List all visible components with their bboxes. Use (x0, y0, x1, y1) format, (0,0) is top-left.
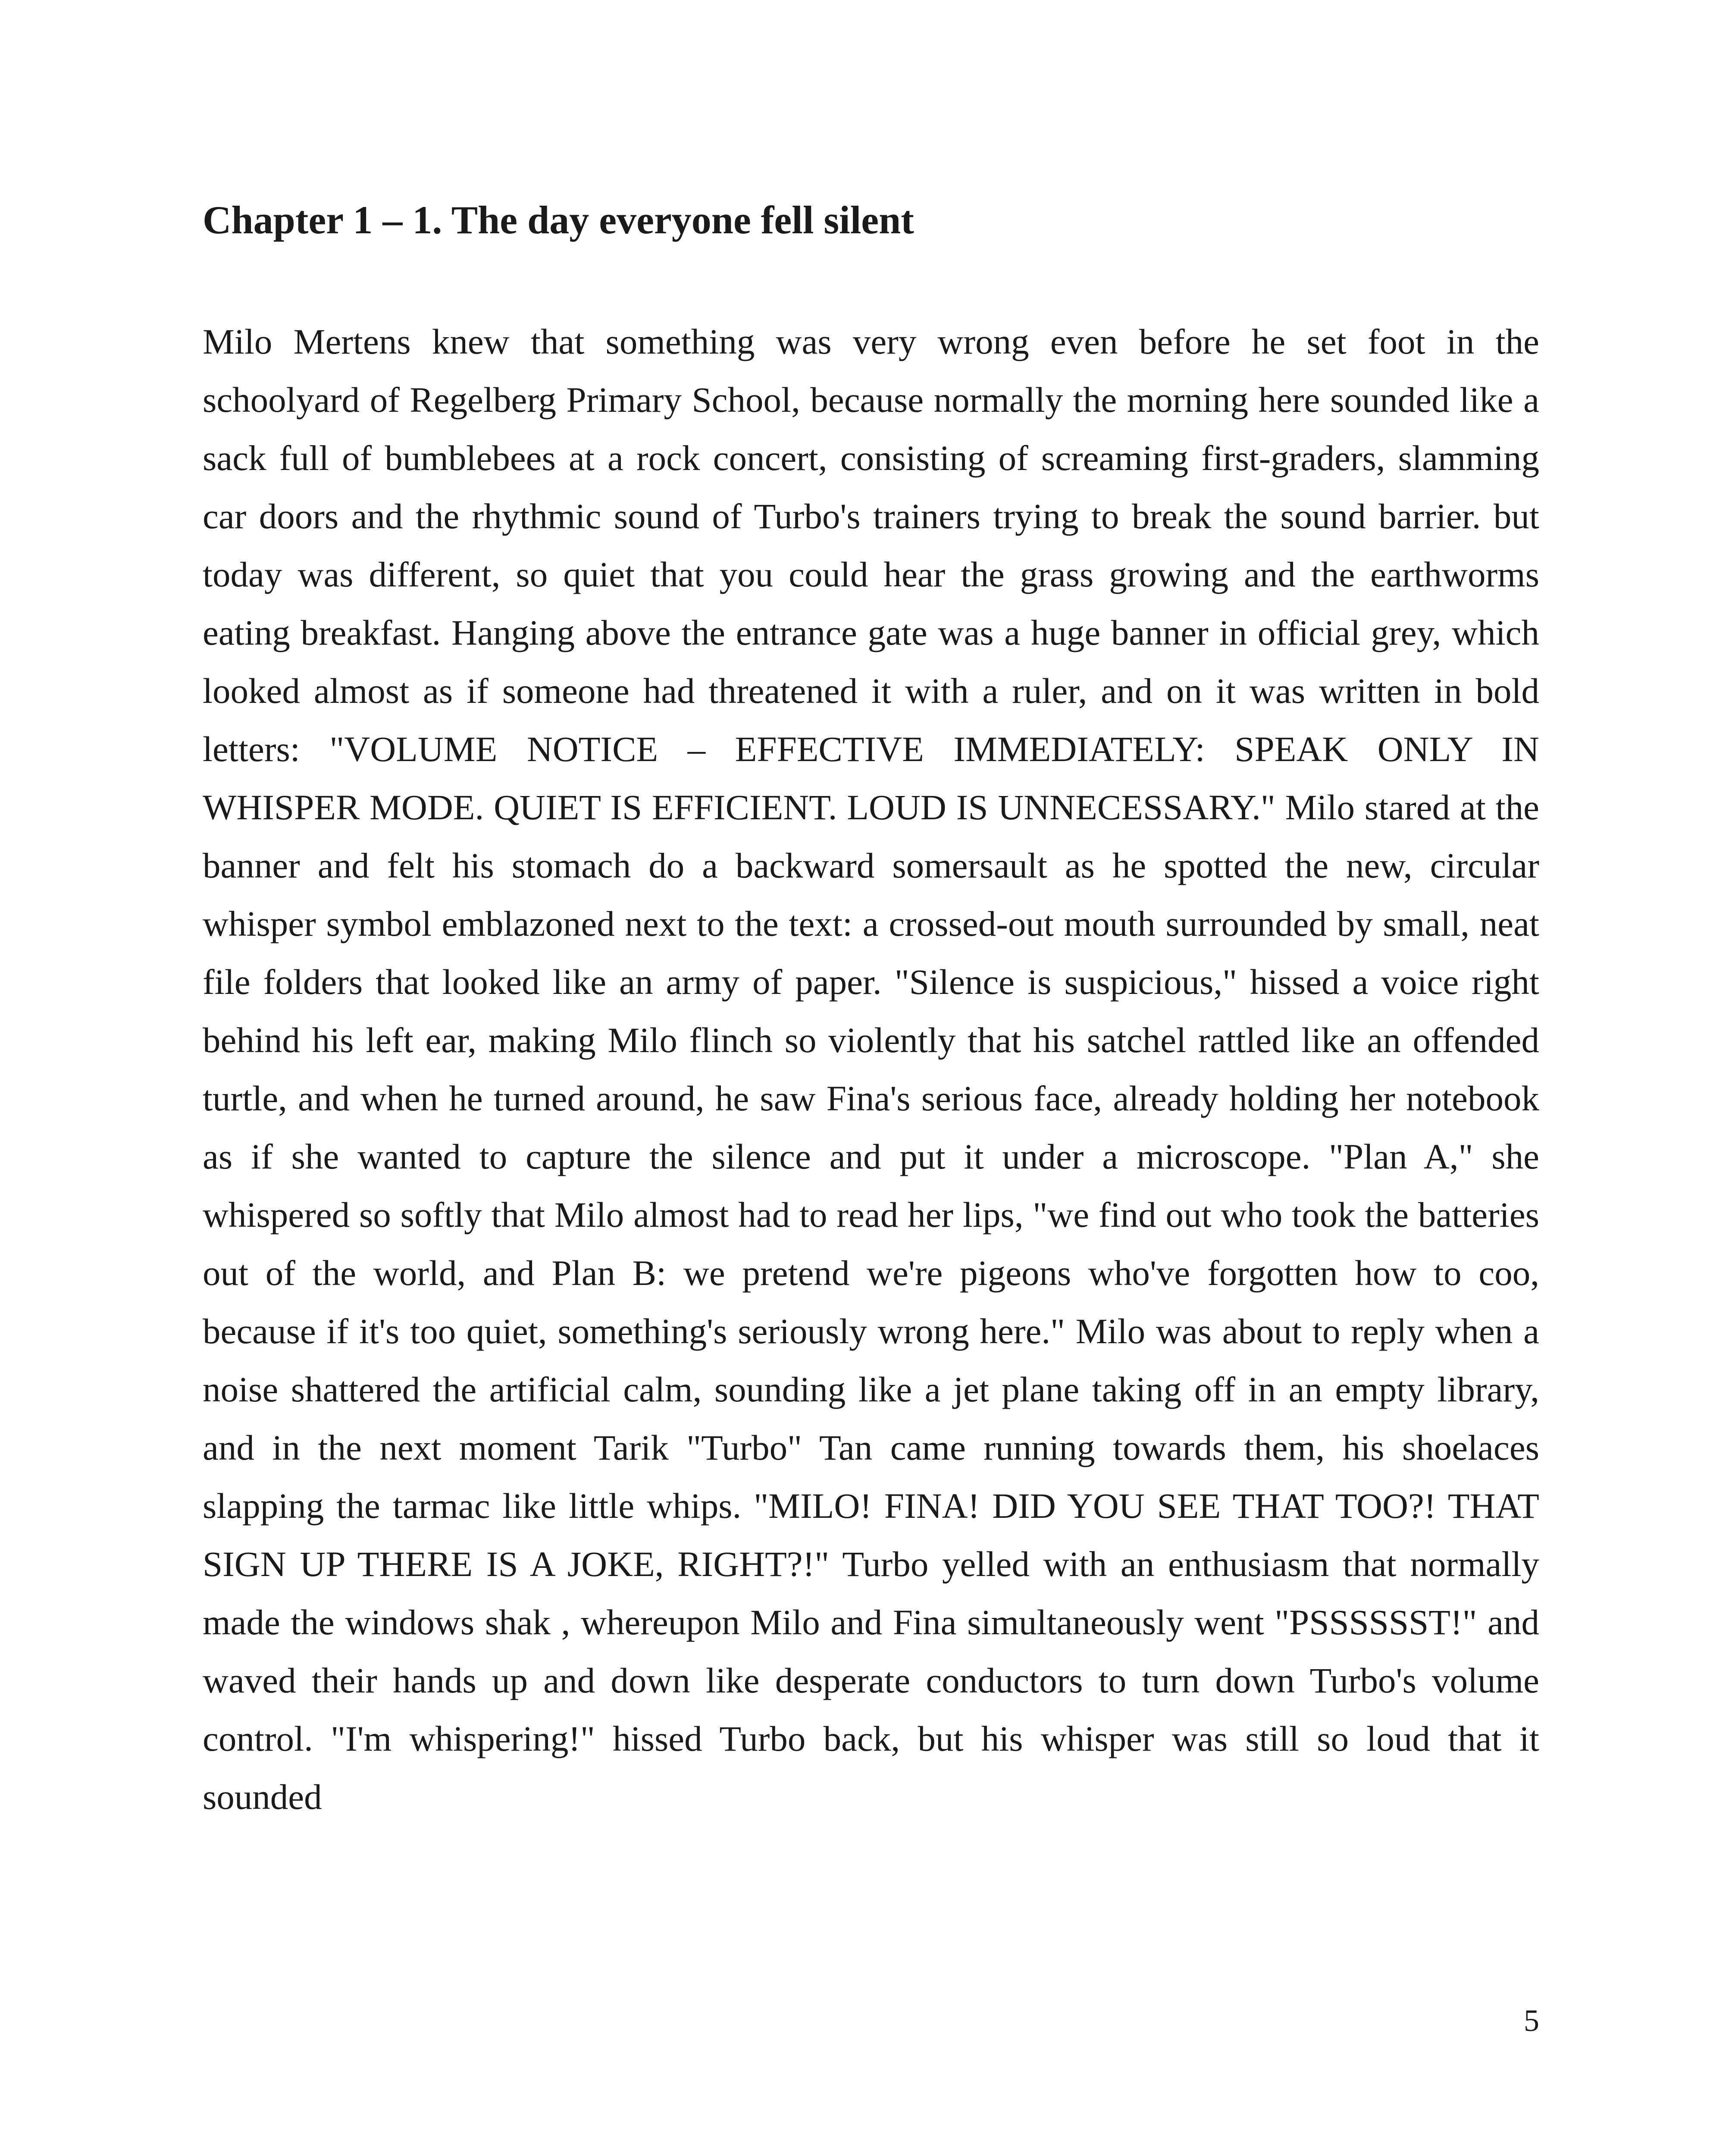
page-number: 5 (1524, 2003, 1539, 2038)
body-paragraph: Milo Mertens knew that something was very wrong even before he set foot in the schoolyard of Regelberg Primary School, because normally the morning here sounded like a sack full of bumblebees at a rock concert, consisting of screaming first-graders, slamming car doors and the rhythmic sound of Turbo's trainers trying to break the sound barrier. but today was different, so quiet that you could hear the grass growing and the earthworms eating breakfast. Hanging above the entrance gate was a huge banner in official grey, which looked almost as if someone had threatened it with a ruler, and on it was written in bold letters: "VOLUME NOTICE – EFFECTIVE IMMEDIATELY: SPEAK ONLY IN WHISPER MODE. QUIET IS EFFICIENT. LOUD IS UNNECESSARY." Milo stared at the banner and felt his stomach do a backward somersault as he spotted the new, circular whisper symbol emblazoned next to the text: a crossed-out mouth surrounded by small, neat file folders that looked like an army of paper. "Silence is suspicious," hissed a voice right behind his left ear, making Milo flinch so violently that his satchel rattled like an offended turtle, and when he turned around, he saw Fina's serious face, already holding her notebook as if she wanted to capture the silence and put it under a microscope. "Plan A," she whispered so softly that Milo almost had to read her lips, "we find out who took the batteries out of the world, and Plan B: we pretend we're pigeons who've forgotten how to coo, because if it's too quiet, something's seriously wrong here." Milo was about to reply when a noise shattered the artificial calm, sounding like a jet plane taking off in an empty library, and in the next moment Tarik "Turbo" Tan came running towards them, his shoelaces slapping the tarmac like little whips. "MILO! FINA! DID YOU SEE THAT TOO?! THAT SIGN UP THERE IS A JOKE, RIGHT?!" Turbo yelled with an enthusiasm that normally made the windows shak , whereupon Milo and Fina simultaneously went "PSSSSSST!" and waved their hands up and down like desperate conductors to turn down Turbo's volume control. "I'm whispering!" hissed Turbo back, but his whisper was still so loud that it sounded (203, 322, 1539, 1817)
chapter-title: Chapter 1 – 1. The day everyone fell silent (203, 198, 914, 242)
